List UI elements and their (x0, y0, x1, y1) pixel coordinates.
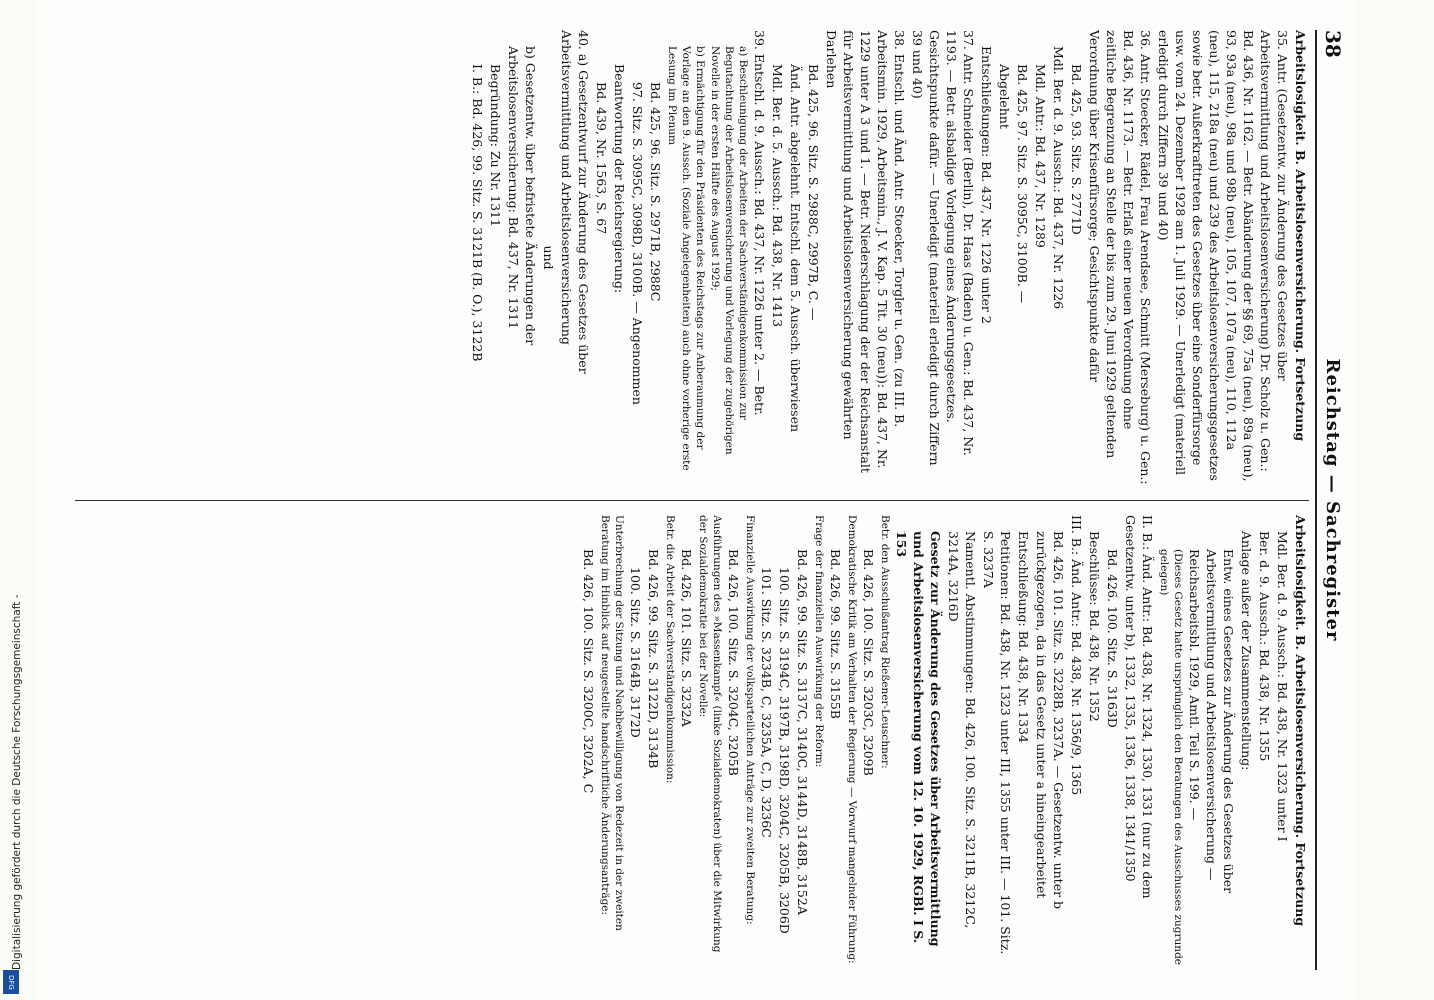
left-column-entry: Bd. 425, 97. Sitz. S. 3095C, 3100B. — (1015, 64, 1030, 304)
right-column-entry: Betr. den Ausschußantrag Rießener-Leuschner: (879, 515, 891, 769)
left-column-entry: 40. a) Gesetzentwurf zur Änderung des Gesetzes über Arbeitsvermittlung und Arbeitslosenversicherung (559, 30, 591, 374)
left-column-entry: Bd. 425, 96. Sitz. S. 2988C, 2997B, C. — (806, 64, 821, 321)
left-column-entry: Beantwortung der Reichsregierung: (612, 64, 627, 294)
left-column-entry: und (541, 245, 556, 270)
left-column-entry: 36. Antr. Stoecker, Rädel, Frau Arendsee, Schmitt (Merseburg) u. Gen.: Bd. 436, Nr. 1173. — Betr. Erlaß einer neuen Verordnung ohne zeitliche Begrenzung an Stelle der bis zum 29. Juni 1929 geltenden Verordnung über Krisenfürsorge; Gesichtspunkte dafür (1087, 30, 1153, 485)
right-column-entry: Bd. 426, 99. Sitz. S. 3122D, 3134B (646, 549, 661, 769)
left-column-entry: Entschließungen: Bd. 437, Nr. 1226 unter 2 (979, 46, 994, 324)
left-column-entry: 38. Entschl. und Änd. Antr. Stoecker, Torgler u. Gen. (zu III. B. Arbeitsmin. 1929, Arbeitsmin., J. V. Kap. 5 Tit. 30 (neu)): Bd. 437, Nr. 1229 unter A 3 und 1. — Betr. Niederschlagung der der Reichsanstalt für Arbeitsvermittlung und Arbeitslosenversicherung gewährten Darlehen (824, 30, 907, 473)
right-column-entry: 100. Sitz. S. 3164B, 3172D (628, 567, 643, 738)
right-column-entry: Petitionen: Bd. 438, Nr. 1323 unter III, 1355 unter III. — 101. Sitz. S. 3237A (981, 531, 1013, 955)
right-column-entry: Bd. 426, 100. Sitz. S. 3203C, 3209B (861, 549, 876, 776)
left-column-entry: 37. Antr. Schneider (Berlin), Dr. Haas (Baden) u. Gen.: Bd. 437, Nr. 1193. — Betr. alsbaldige Vorlegung eines Änderungsgesetzes. Gesichtspunkte dafür. — Unerledigt (materiell erledigt durch Ziffern 39 und 40) (910, 30, 976, 466)
left-column-entry: 35. Antr. (Gesetzentw. zur Änderung des Gesetzes über Arbeitsvermittlung und Arbeitslosenversicherung) Dr. Scholz u. Gen.: Bd. 436, Nr. 1162. — Betr. Abänderung der §§ 69, 75a (neu), 89a (neu), 93, 93a (neu), 98a und 98b (neu), 105, 107, 107a (neu), 110, 112a (neu), 115, 218a (neu) und 239 des Arbeitslosenversicherungsgesetzes sowie betr. Außerkrafttreten des Gesetzes über eine Sonderfürsorge usw. vom 24. Dezember 1928 am 1. Juli 1929. — Unerledigt (materiell erledigt durch Ziffern 39 und 40) (1156, 30, 1290, 482)
right-column-entry: Unterbrechung der Sitzung und Nachbewilligung von Redezeit in der zweiten Beratung im Hinblick auf neugestellte handschriftliche Änderungsanträge: (599, 515, 625, 931)
left-column-entry: Abgelehnt (997, 64, 1012, 129)
dfg-logo: DFG (3, 970, 19, 994)
left-column-entry: Bd. 425, 93. Sitz. S. 2771D (1069, 64, 1084, 235)
right-column-entry: Entw. eines Gesetzes zur Änderung des Gesetzes über Arbeitsvermittlung und Arbeitslosenversicherung — Reichsarbeitsbl. 1929, Amtl. Teil S. 199. — (1187, 549, 1236, 894)
left-column-entry: 97. Sitz. S. 3095C, 3098D, 3100B. — Angenommen (630, 82, 645, 405)
right-column-entry: Ausführungen des »Massenkampf« (linke Sozialdemokraten) über die Mitwirkung der Sozialdemokratie bei der Novelle: (697, 515, 723, 953)
right-column-entry: Demokratische Kritik am Verhalten der Regierung — Vorwurf mangelnder Führung: (846, 515, 858, 964)
right-column-entry: Beschlüsse: Bd. 438, Nr. 1352 (1087, 531, 1102, 722)
left-column-entry: Bd. 425, 96. Sitz. S. 2971B, 2988C (648, 82, 663, 302)
right-column-entry: Finanzielle Auswirkung der volksparteilichen Anträge zur zweiten Beratung: (744, 515, 756, 925)
right-column-entry: Bd. 426, 101. Sitz. S. 3228B, 3237A. — Gesetzentw. unter b zurückgezogen, da in das Gesetz unter a hineingearbeitet (1034, 531, 1066, 910)
left-column-entry: I. B.: Bd. 426, 99. Sitz. S. 3121B (B. O.), 3122B (470, 64, 485, 362)
column-divider (75, 500, 1309, 501)
left-column-entry: Arbeitslosigkeit. B. Arbeitslosenversicherung. Fortsetzung (1293, 30, 1308, 442)
credit-text: Digitalisierung gefördert durch die Deutsche Forschungsgemeinschaft - (11, 594, 23, 970)
right-column-entry: 101. Sitz. S. 3234B, C, 3235A, C, D, 3236C (759, 567, 774, 838)
right-column-entry: II. B.: Änd. Antr.: Bd. 438, Nr. 1324, 1330, 1331 (nur zu dem Gesetzentw. unter b), 1332, 1335, 1336, 1338, 1341/1350 (1123, 515, 1155, 899)
right-column-entry: Namentl. Abstimmungen: Bd. 426, 100. Sitz. S. 3211B, 3212C, 3214A, 3216D (946, 531, 978, 929)
digitization-credit (2, 0, 24, 1000)
right-column-entry: Bd. 426, 101. Sitz. S. 3232A (679, 549, 694, 727)
left-column-entry: Mdl. Ber. d. 9. Aussch.: Bd. 437, Nr. 1226 (1051, 46, 1066, 310)
right-column-entry: 100. Sitz. S. 3194C, 3197B, 3198D, 3204C, 3205B, 3206D (777, 567, 792, 934)
rotated-page (35, 0, 1355, 1000)
page-number: 38 (1321, 30, 1345, 58)
right-column-entry: III. B.: Änd. Antr.: Bd. 438, Nr. 1356/9, 1365 (1069, 515, 1084, 796)
right-column-entry: Betr. die Arbeit der Sachverständigenkommission: (664, 515, 676, 784)
left-column-entry: a) Beschleunigung der Arbeiten der Sachverständigenkommission zur Begutachtung der Arbeitslosenversicherung und Vorlegung der zugehörigen Novelle in der ersten Hälfte des August 1929; (709, 46, 749, 455)
running-title: Reichstag — Sachregister (1322, 358, 1343, 642)
left-column (75, 30, 1309, 485)
right-column-entry: Bd. 426, 100. Sitz. S. 3204C, 3205B (726, 549, 741, 776)
left-column-entry: Mdl. Antr.: Bd. 437, Nr. 1289 (1033, 64, 1048, 248)
left-column-entry: Änd. Antr. abgelehnt. Entschl. dem 5. Aussch. überwiesen (788, 64, 803, 433)
left-column-entry: b) Gesetzentw. über befristete Änderungen der Arbeitslosenversicherung: Bd. 437, Nr. 1311 (506, 46, 538, 346)
right-column-entry: Frage der finanziellen Auswirkung der Reform: (813, 515, 825, 768)
right-column-entry: Bd. 426, 99. Sitz. S. 3137C, 3140C, 3144D, 3148B, 3152A (795, 549, 810, 915)
right-column-entry: Gesetz zur Änderung des Gesetzes über Arbeitsvermittlung und Arbeitslosenversicherung vom 12. 10. 1929, RGBl. I S. 153 (894, 531, 943, 947)
right-column-entry: (Dieses Gesetz hatte ursprünglich den Beratungen des Ausschusses zugrunde gelegen) (1158, 549, 1184, 966)
right-column-entry: Bd. 426, 99. Sitz. S. 3155B (828, 549, 843, 719)
left-column-entry: Begründung: Zu Nr. 1311 (488, 64, 503, 227)
right-column-entry: Bd. 426, 100. Sitz. S. 3200C, 3202A, C (581, 549, 596, 794)
right-column-entry: Mdl. Ber. d. 9. Aussch.: Bd. 438, Nr. 1323 unter I (1275, 531, 1290, 842)
right-column (75, 515, 1309, 970)
left-column-entry: Mdl. Ber. d. 5. Aussch.: Bd. 438, Nr. 1413 (770, 64, 785, 328)
right-column-entry: Anlage außer der Zusammenstellung: (1239, 531, 1254, 771)
right-column-entry: Bd. 426. 100. Sitz. S. 3163D (1105, 549, 1120, 728)
right-column-entry: Ber. d. 9. Aussch.: Bd. 438, Nr. 1355 (1257, 531, 1272, 762)
left-column-entry: Bd. 439, Nr. 1563, S. 67 (594, 82, 609, 235)
left-column-entry: 39. Entschl. d. 9. Aussch.: Bd. 437, Nr. 1226 unter 2. — Betr. (752, 30, 767, 416)
right-column-entry: Entschließung: Bd. 438, Nr. 1334 (1016, 531, 1031, 743)
page-header (1315, 30, 1347, 970)
left-column-entry: b) Ermächtigung für den Präsidenten des Reichstags zur Anberaumung der Vorlage an den 9. Aussch. (Soziale Angelegenheiten) auch ohne vorherige erste Lesung im Plenum (666, 46, 706, 471)
right-column-entry: Arbeitslosigkeit. B. Arbeitslosenversicherung. Fortsetzung (1293, 515, 1308, 927)
